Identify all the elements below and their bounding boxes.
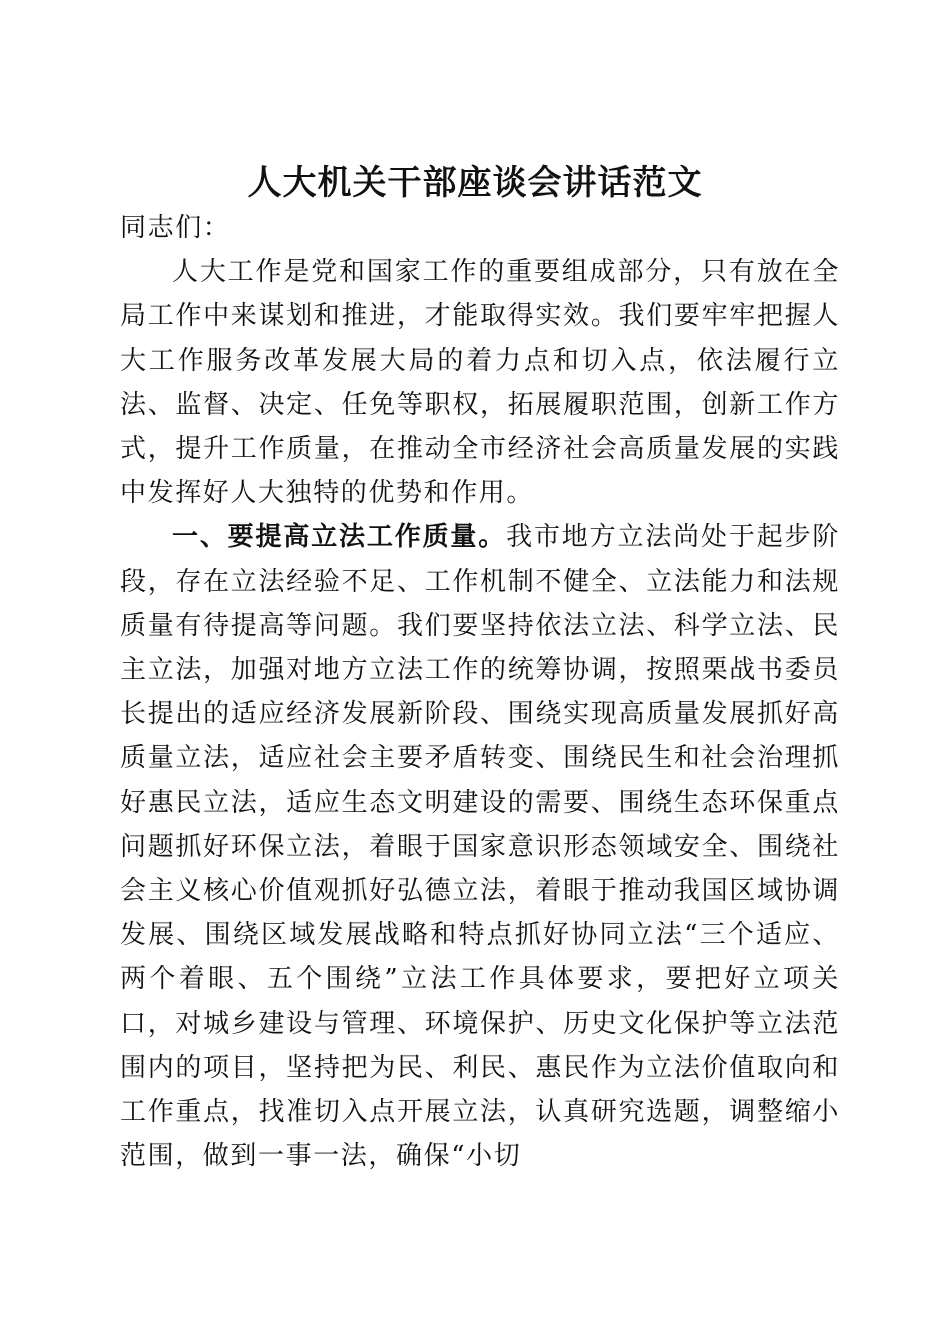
document-title: 人大机关干部座谈会讲话范文 [247, 162, 703, 203]
paragraph-text: 我市地方立法尚处于起步阶段，存在立法经验不足、工作机制不健全、立法能力和法规质量有待提高等问题。我们要坚持依法立法、科学立法、民主立法，加强对地方立法工作的统筹协调，按照栗战书委员长提出的适应经济发展新阶段、围绕实现高质量发展抓好高质量立法，适应社会主要矛盾转变、围绕民生和社会治理抓好惠民立法，适应生态文明建设的需要、围绕生态环保重点问题抓好环保立法，着眼于国家意识形态领域安全、围绕社会主义核心价值观抓好弘德立法，着眼于推动我国区域协调发展、围绕区域发展战略和特点抓好协同立法“三个适应、两个着眼、五个围绕”立法工作具体要求，要把好立项关口，对城乡建设与管理、环境保护、历史文化保护等立法范围内的项目，坚持把为民、利民、惠民作为立法价值取向和工作重点，找准切入点开展立法，认真研究选题，调整缩小范围，做到一事一法，确保“小切 [120, 522, 841, 1172]
paragraph-intro [120, 250, 840, 515]
paragraph-text: 人大工作是党和国家工作的重要组成部分，只有放在全局工作中来谋划和推进，才能取得实效。我们要牢牢把握人大工作服务改革发展大局的着力点和切入点，依法履行立法、监督、决定、任免等职权，拓展履职范围，创新工作方式，提升工作质量，在推动全市经济社会高质量发展的实践中发挥好人大独特的优势和作用。 [120, 257, 840, 509]
paragraph-section-1 [120, 515, 840, 1178]
section-heading: 一、要提高立法工作质量。 [172, 522, 507, 553]
salutation: 同志们： [120, 213, 231, 243]
document-body [120, 206, 840, 1178]
